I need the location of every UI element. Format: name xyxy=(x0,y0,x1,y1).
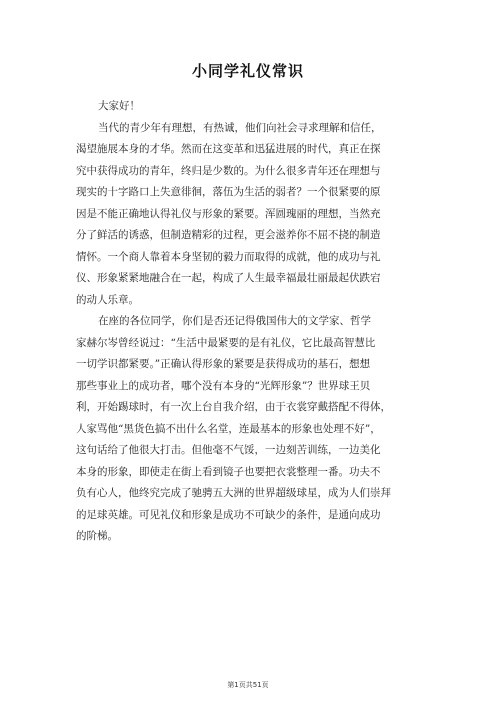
paragraph-line: 的动人乐章。 xyxy=(76,293,139,306)
document-title: 小同学礼仪常识 xyxy=(191,62,304,80)
paragraph-line: 当代的青少年有理想，有热诚，他们向社会寻求理解和信任， xyxy=(98,121,382,134)
paragraph-line: 分了鲜活的诱惑，但制造精彩的过程，更会滋养你不屈不挠的制造 xyxy=(76,229,381,241)
paragraph-line: 的足球英雄。可见礼仪和形象是成功不可缺少的条件，是通向成功 xyxy=(76,508,381,521)
paragraph-line: 家赫尔岑曾经说过：“生活中最紧要的是有礼仪，它比最高智慧比 xyxy=(76,336,376,349)
paragraph-line: 因是不能正确地认得礼仪与形象的紧要。浑圆瑰丽的理想，当然充 xyxy=(76,207,381,220)
paragraph-line: 这句话给了他很大打击。但他毫不气馁，一边刻苦训练，一边美化 xyxy=(76,444,381,456)
paragraph-line: 那些事业上的成功者，哪个没有本身的“光辉形象”？世界球王贝 xyxy=(76,379,371,392)
paragraph-line: 一切学识都紧要。”正确认得形象的紧要是获得成功的基石，想想 xyxy=(76,358,371,370)
paragraph-line: 在座的各位同学，你们是否还记得俄国伟大的文学家、哲学 xyxy=(98,315,371,327)
paragraph-line: 仪、形象紧紧地融合在一起，构成了人生最幸福最壮丽最起伏跌宕 xyxy=(76,272,381,284)
greeting-line: 大家好！ xyxy=(98,100,140,112)
paragraph-line: 渴望施展本身的才华。然而在这变革和迅猛进展的时代，真正在探 xyxy=(76,143,381,155)
page-number-footer: 第1页共51页 xyxy=(227,681,269,689)
document-body xyxy=(76,96,436,548)
paragraph-line: 现实的十字路口上失意徘徊，落伍为生活的弱者？一个很紧要的原 xyxy=(76,186,381,198)
paragraph-line: 的阶梯。 xyxy=(76,530,118,542)
paragraph-line: 本身的形象，即使走在街上看到镜子也要把衣裳整理一番。功夫不 xyxy=(76,465,381,478)
paragraph-line: 负有心人，他终究完成了驰骋五大洲的世界超级球星，成为人们崇拜 xyxy=(76,487,391,499)
paragraph-line: 情怀。一个商人靠着本身坚韧的毅力而取得的成就，他的成功与礼 xyxy=(76,250,381,263)
paragraph-line: 利，开始踢球时，有一次上台自我介绍，由于衣裳穿戴搭配不得体， xyxy=(76,401,391,413)
paragraph-line: 人家骂他“黑货色搞不出什么名堂，连最基本的形象也处理不好”， xyxy=(76,422,381,435)
paragraph-line: 究中获得成功的青年，终归是少数的。为什么很多青年还在理想与 xyxy=(76,164,381,177)
